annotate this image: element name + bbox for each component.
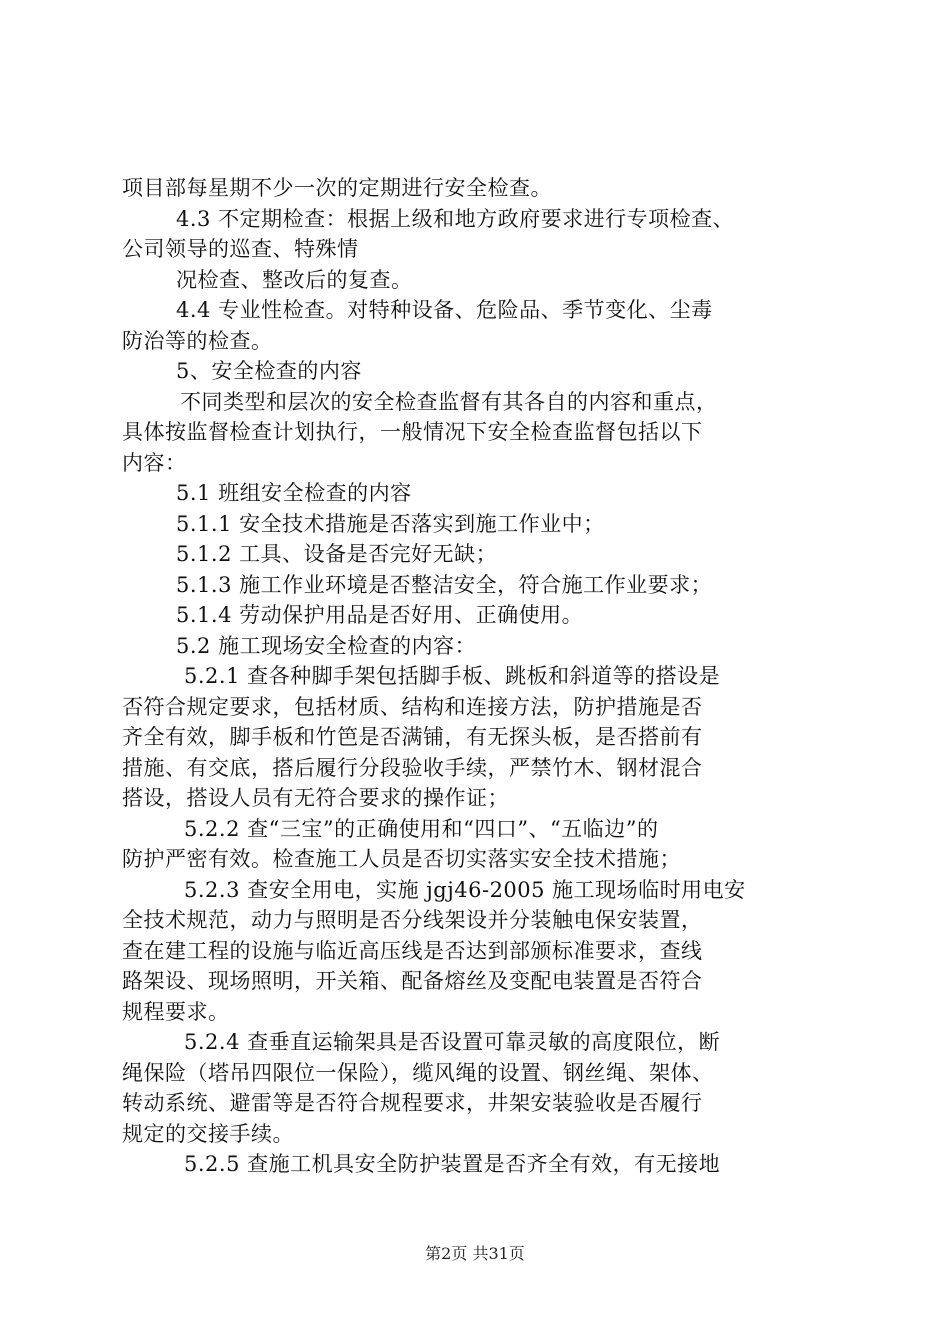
text-line: 转动系统、避雷等是否符合规程要求，井架安装验收是否履行 [122, 1091, 703, 1115]
text-line: 5.2 施工现场安全检查的内容： [176, 633, 477, 658]
text-line: 5.1.4 劳动保护用品是否好用、正确使用。 [176, 603, 584, 627]
text-line: 规程要求。 [122, 999, 230, 1024]
text-line: 搭设，搭设人员有无符合要求的操作证； [122, 786, 509, 810]
text-line: 具体按监督检查计划执行，一般情况下安全检查监督包括以下 [122, 420, 703, 444]
text-line: 内容： [122, 450, 187, 475]
text-line: 查在建工程的设施与临近高压线是否达到部颁标准要求，查线 [122, 938, 703, 963]
text-line: 否符合规定要求，包括材质、结构和连接方法，防护措施是否 [122, 694, 703, 719]
text-line: 5.2.2 查“三宝”的正确使用和“四口”、“五临边”的 [184, 816, 659, 841]
text-line: 项目部每星期不少一次的定期进行安全检查。 [122, 176, 552, 200]
text-line: 绳保险（塔吊四限位一保险），缆风绳的设置、钢丝绳、架体、 [122, 1060, 714, 1085]
text-line: 措施、有交底，搭后履行分段验收手续，严禁竹木、钢材混合 [122, 755, 703, 780]
text-line: 规定的交接手续。 [122, 1121, 294, 1146]
text-line: 况检查、整改后的复查。 [176, 267, 413, 292]
text-line: 不同类型和层次的安全检查监督有其各自的内容和重点， [180, 389, 718, 414]
text-line: 5.2.5 查施工机具安全防护装置是否齐全有效，有无接地 [184, 1152, 721, 1176]
text-line: 5.1.2 工具、设备是否完好无缺； [176, 542, 498, 566]
text-line: 路架设、现场照明，开关箱、配备熔丝及变配电装置是否符合 [122, 969, 703, 993]
text-line: 5.1.1 安全技术措施是否落实到施工作业中； [176, 511, 605, 536]
text-line: 防治等的检查。 [122, 328, 273, 353]
page-number-footer: 第2页 共31页 [425, 1244, 525, 1263]
text-line: 公司领导的巡查、特殊情 [122, 237, 359, 261]
document-body [122, 173, 842, 1180]
text-line: 全技术规范，动力与照明是否分线架设并分装触电保安装置， [122, 908, 703, 932]
text-line: 5.1.3 施工作业环境是否整洁安全，符合施工作业要求； [176, 572, 713, 597]
text-line: 5.2.1 查各种脚手架包括脚手板、跳板和斜道等的搭设是 [184, 664, 721, 688]
text-line: 5.1 班组安全检查的内容 [176, 481, 412, 505]
text-line: 5.2.3 查安全用电，实施 jgj46-2005 施工现场临时用电安 [184, 877, 746, 902]
text-line: 防护严密有效。检查施工人员是否切实落实安全技术措施； [122, 847, 681, 871]
text-line: 5、安全检查的内容 [176, 359, 362, 383]
text-line: 4.4 专业性检查。对特种设备、危险品、季节变化、尘毒 [176, 298, 713, 322]
text-line: 4.3 不定期检查：根据上级和地方政府要求进行专项检查、 [176, 206, 735, 231]
text-line: 齐全有效，脚手板和竹笆是否满铺，有无探头板，是否搭前有 [122, 725, 703, 749]
text-line: 5.2.4 查垂直运输架具是否设置可靠灵敏的高度限位，断 [184, 1030, 721, 1054]
